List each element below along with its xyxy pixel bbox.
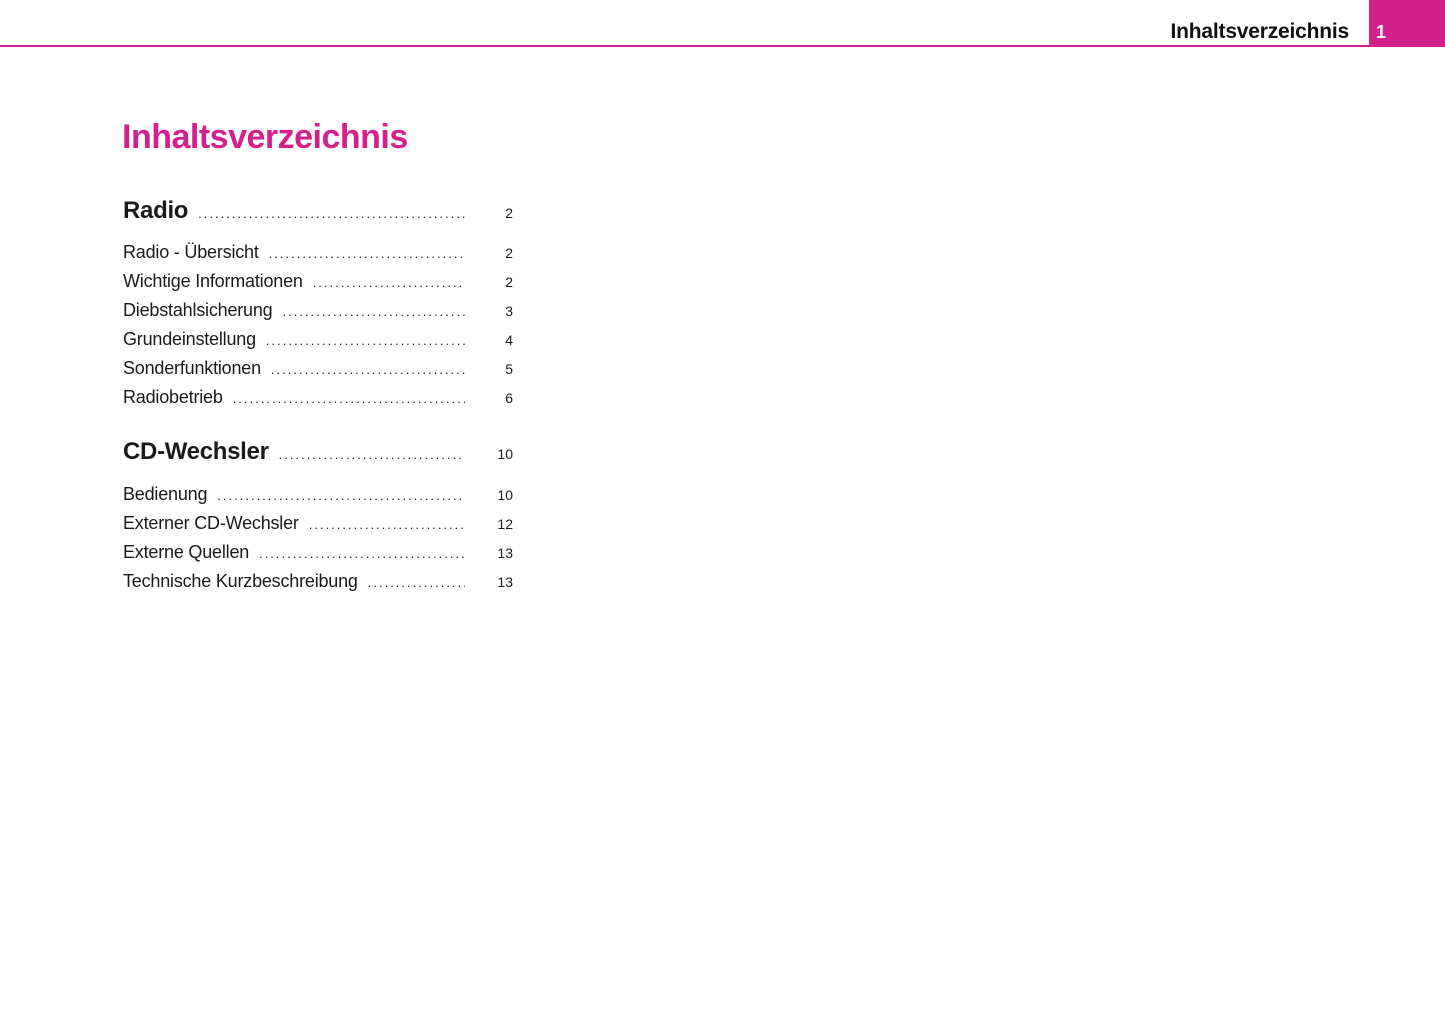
running-header-title: Inhaltsverzeichnis [1170, 20, 1349, 43]
page-number-box [1369, 0, 1445, 47]
header-rule [0, 45, 1445, 47]
toc-page-number: 10 [497, 487, 513, 503]
toc-leader-dots [309, 517, 465, 532]
toc-leader-dots [368, 575, 465, 590]
toc-leader-dots [279, 447, 465, 462]
toc-leader-dots [259, 546, 465, 561]
toc-page-number: 2 [505, 245, 513, 261]
toc-entry[interactable] [123, 300, 513, 321]
toc-entry-title: Wichtige Informationen [123, 271, 303, 291]
toc-entry-title: Sonderfunktionen [123, 358, 261, 378]
toc-leader-dots [217, 488, 465, 503]
toc-entry-title: Bedienung [123, 484, 208, 504]
toc-entry[interactable] [123, 329, 513, 350]
toc-page-number: 10 [497, 446, 513, 462]
toc-chapter-radio[interactable] [123, 197, 513, 225]
toc-entry[interactable] [123, 358, 513, 379]
toc-page-number: 6 [505, 390, 513, 406]
toc-leader-dots [283, 304, 466, 319]
toc-leader-dots [233, 391, 465, 406]
toc-page-number: 13 [497, 545, 513, 561]
toc-page-number: 3 [505, 303, 513, 319]
toc-page-number: 2 [505, 205, 513, 221]
toc-leader-dots [266, 333, 465, 348]
page-number: 1 [1376, 22, 1387, 42]
toc-page-number: 2 [505, 274, 513, 290]
toc-entry-title: Diebstahlsicherung [123, 300, 273, 320]
toc-chapter-cd-wechsler[interactable] [123, 438, 513, 466]
toc-entry[interactable] [123, 542, 513, 563]
toc-entry[interactable] [123, 242, 513, 263]
toc-leader-dots [313, 275, 465, 290]
toc-entry-title: Radio - Übersicht [123, 242, 259, 262]
toc-page-number: 4 [505, 332, 513, 348]
toc-entry[interactable] [123, 513, 513, 534]
document-title: Inhaltsverzeichnis [122, 118, 408, 156]
toc-chapter-title: Radio [123, 197, 189, 224]
toc-entry-title: Externer CD-Wechsler [123, 513, 299, 533]
toc-entry-title: Technische Kurzbeschreibung [123, 571, 358, 591]
toc-entry[interactable] [123, 571, 513, 592]
toc-entry-title: Radiobetrieb [123, 387, 223, 407]
toc-page-number: 12 [497, 516, 513, 532]
toc-entry-title: Externe Quellen [123, 542, 250, 562]
toc-leader-dots [269, 246, 465, 261]
toc-entry[interactable] [123, 271, 513, 292]
toc-leader-dots [198, 206, 465, 221]
toc-entry[interactable] [123, 484, 513, 505]
toc-entry[interactable] [123, 387, 513, 408]
toc-entry-title: Grundeinstellung [123, 329, 256, 349]
toc-chapter-title: CD-Wechsler [123, 438, 269, 465]
toc-page-number: 13 [497, 574, 513, 590]
toc-page-number: 5 [505, 361, 513, 377]
toc-leader-dots [271, 362, 465, 377]
